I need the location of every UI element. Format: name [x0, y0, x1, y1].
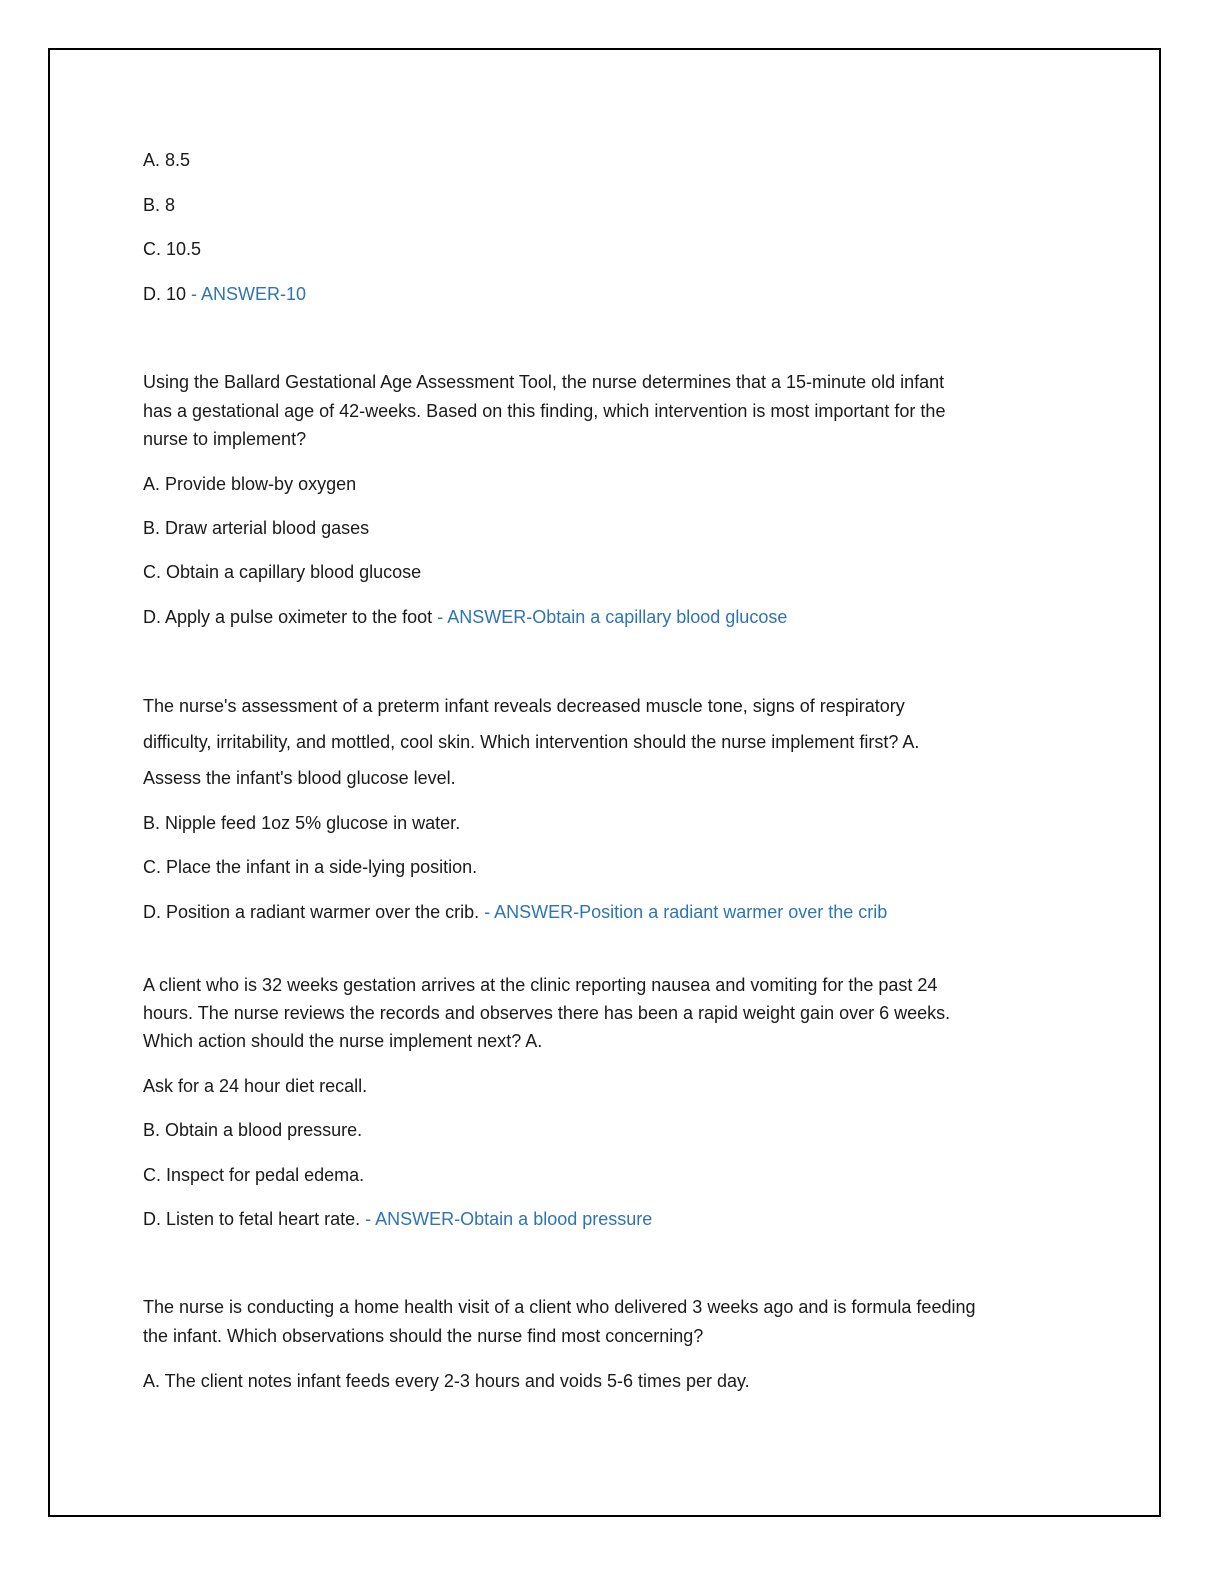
q2-stem-line-1: Using the Ballard Gestational Age Assessment Tool, the nurse determines that a 15-minute old infant: [143, 372, 945, 392]
q1-option-d-text: D. 10: [143, 284, 187, 304]
q4-stem-line-1: A client who is 32 weeks gestation arrives at the clinic reporting nausea and vomiting for the past 24: [143, 975, 938, 995]
q2-answer: - ANSWER-Obtain a capillary blood glucose: [437, 607, 788, 627]
q3-stem-line-2: difficulty, irritability, and mottled, cool skin. Which intervention should the nurse implement first? A.: [143, 732, 920, 752]
q4-option-a: Ask for a 24 hour diet recall.: [143, 1076, 368, 1096]
q2-stem-line-3: nurse to implement?: [143, 429, 307, 449]
q1-option-c: C. 10.5: [143, 239, 202, 259]
q4-answer: - ANSWER-Obtain a blood pressure: [365, 1209, 653, 1229]
q3-option-c: C. Place the infant in a side-lying position.: [143, 857, 478, 877]
q2-option-a: A. Provide blow-by oxygen: [143, 474, 357, 494]
q3-option-b: B. Nipple feed 1oz 5% glucose in water.: [143, 813, 461, 833]
q1-option-b: B. 8: [143, 195, 176, 215]
q5-option-a: A. The client notes infant feeds every 2-3 hours and voids 5-6 times per day.: [143, 1371, 750, 1391]
q3-stem-line-1: The nurse's assessment of a preterm infant reveals decreased muscle tone, signs of respiratory: [143, 696, 905, 716]
q3-stem-line-3: Assess the infant's blood glucose level.: [143, 768, 456, 788]
q2-option-d: [143, 606, 787, 628]
q1-option-d: [143, 283, 306, 305]
q5-stem-line-1: The nurse is conducting a home health visit of a client who delivered 3 weeks ago and is formula feeding: [143, 1297, 976, 1317]
q1-answer: - ANSWER-10: [191, 284, 307, 304]
q2-option-b: B. Draw arterial blood gases: [143, 518, 370, 538]
q1-option-a: A. 8.5: [143, 150, 191, 170]
q4-stem-line-2: hours. The nurse reviews the records and observes there has been a rapid weight gain over 6 weeks.: [143, 1003, 951, 1023]
q2-stem-line-2: has a gestational age of 42-weeks. Based on this finding, which intervention is most important for the: [143, 401, 946, 421]
q5-stem-line-2: the infant. Which observations should the nurse find most concerning?: [143, 1326, 704, 1346]
q2-option-d-text: D. Apply a pulse oximeter to the foot: [143, 607, 433, 627]
q3-answer: - ANSWER-Position a radiant warmer over the crib: [484, 902, 888, 922]
q4-option-c: C. Inspect for pedal edema.: [143, 1165, 365, 1185]
q3-option-d: [143, 901, 887, 923]
q4-option-b: B. Obtain a blood pressure.: [143, 1120, 363, 1140]
q4-option-d: [143, 1208, 652, 1230]
q2-option-c: C. Obtain a capillary blood glucose: [143, 562, 422, 582]
q3-option-d-text: D. Position a radiant warmer over the crib.: [143, 902, 480, 922]
q4-option-d-text: D. Listen to fetal heart rate.: [143, 1209, 361, 1229]
q4-stem-line-3: Which action should the nurse implement next? A.: [143, 1031, 543, 1051]
